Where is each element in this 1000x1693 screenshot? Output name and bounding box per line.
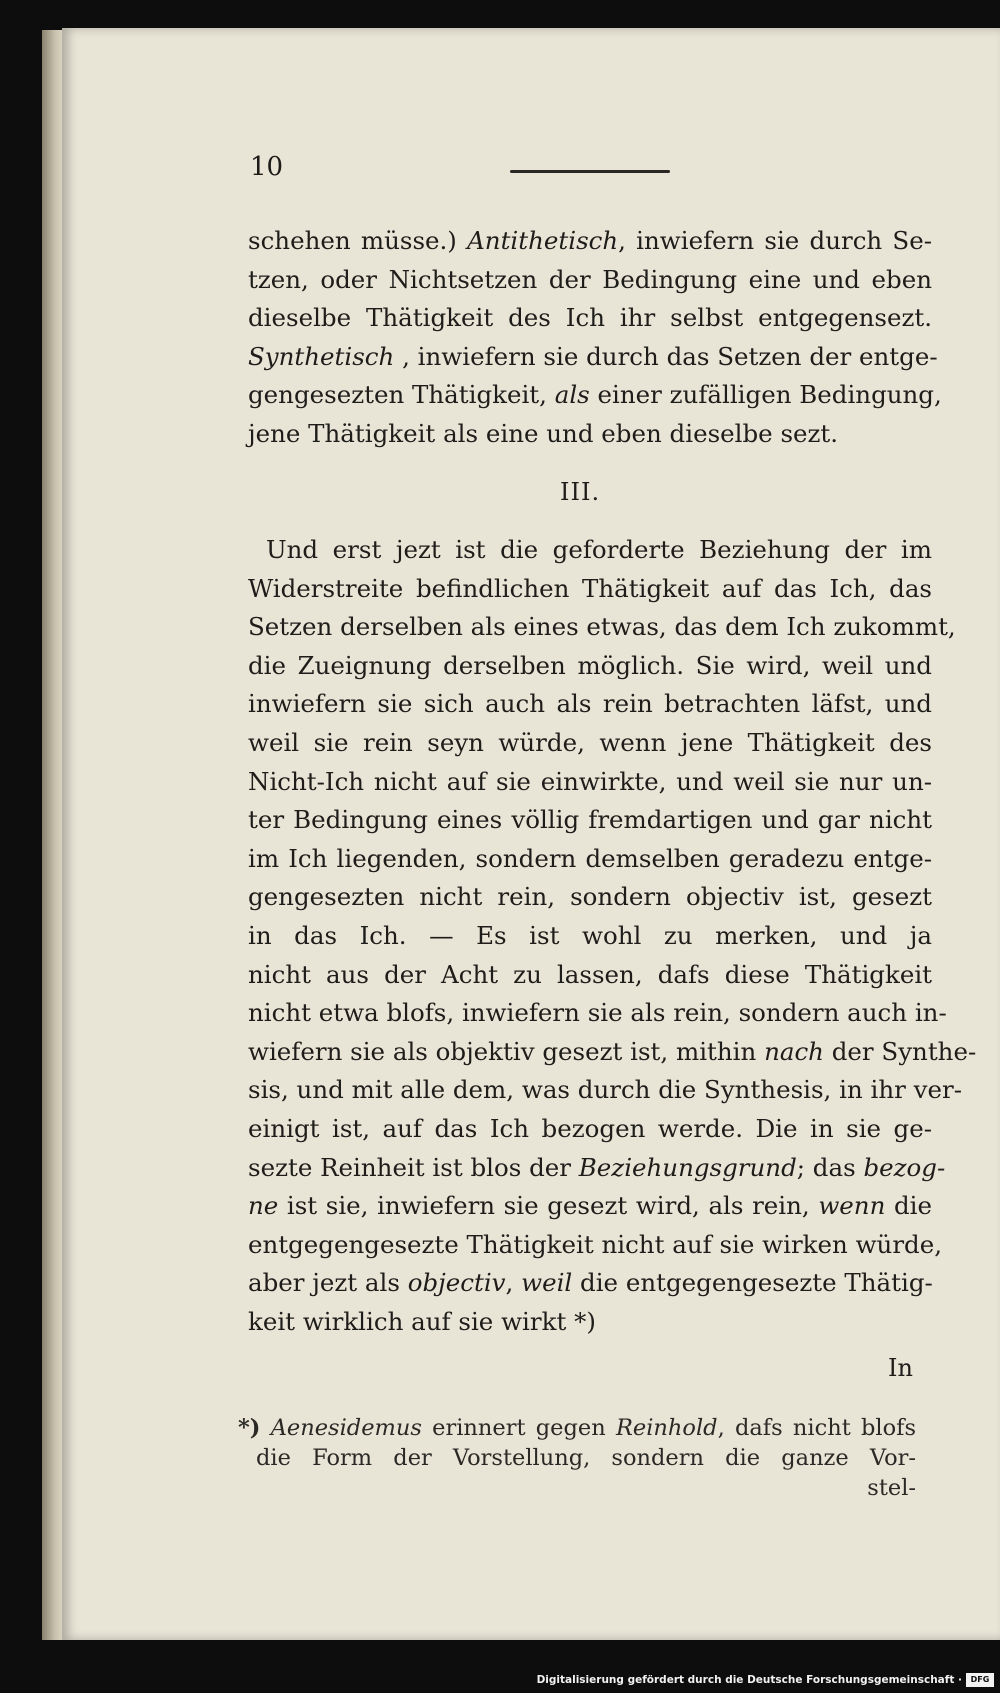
text-run: Und erst jezt ist die geforderte Beziehung der im (266, 535, 932, 564)
para1-line (248, 261, 932, 300)
para2-line (248, 531, 932, 570)
text-run: jene Thätigkeit als eine und eben dieselbe sezt. (248, 418, 839, 448)
paragraph-2 (248, 531, 977, 1341)
text-run: , inwiefern sie durch das Setzen der entge- (394, 341, 938, 371)
para2-line (248, 1033, 977, 1072)
footnote-line (256, 1443, 916, 1473)
text-run: , inwiefern sie durch Se- (618, 226, 932, 255)
para1-line (248, 222, 932, 261)
text-run: einer zufälligen Bedingung, (589, 380, 942, 410)
text-run: inwiefern sie sich auch als rein betrachten läfst, und (248, 689, 932, 719)
para2-line (248, 878, 932, 917)
text-run: schehen müsse.) (248, 226, 468, 255)
digitization-credit: Digitalisierung gefördert durch die Deutsche Forschungsgemeinschaft · (536, 1674, 962, 1686)
text-run: Nicht-Ich nicht auf sie einwirkte, und weil sie nur un- (248, 766, 932, 796)
para1-line (248, 415, 932, 454)
text-run: die (885, 1191, 932, 1221)
text-run: die Zueignung derselben möglich. Sie wird, weil und (248, 650, 932, 680)
footnote-line (256, 1473, 916, 1503)
dfg-logo: DFG (966, 1673, 994, 1687)
para2-line (248, 956, 932, 995)
emphasis-text: weil (521, 1268, 573, 1298)
text-run (260, 1415, 270, 1441)
text-run: sis, und mit alle dem, was durch die Synthesis, in ihr ver- (248, 1075, 962, 1105)
footnote (238, 1413, 917, 1503)
text-run: weil sie rein seyn würde, wenn jene Thätigkeit des (248, 727, 932, 757)
text-run: dieselbe Thätigkeit des Ich ihr selbst entgegensezt. (248, 303, 932, 333)
para2-line (248, 1149, 946, 1188)
para2-line (248, 1303, 932, 1342)
section-heading: III. (560, 478, 601, 506)
text-run: entgegengesezte Thätigkeit nicht auf sie wirken würde, (248, 1229, 943, 1259)
emphasis-text: objectiv (407, 1268, 506, 1298)
text-run: aber jezt als (248, 1268, 408, 1298)
text-run: gengesezten Thätigkeit, (248, 380, 555, 410)
text-run: Setzen derselben als eines etwas, das dem Ich zukommt, (248, 612, 956, 642)
catchword: In (888, 1354, 913, 1382)
text-run: keit wirklich auf sie wirkt *) (248, 1306, 596, 1336)
para1-line (248, 299, 932, 338)
text-run: , (505, 1268, 522, 1298)
emphasis-text: bezog- (863, 1152, 946, 1182)
text-run: sezte Reinheit ist blos der (248, 1152, 579, 1182)
para2-line (248, 917, 932, 956)
para2-line (248, 647, 932, 686)
text-run: erinnert gegen (421, 1415, 616, 1441)
emphasis-text: als (554, 380, 590, 410)
emphasis-text: Reinhold (615, 1415, 718, 1441)
text-run: stel- (867, 1475, 916, 1501)
text-run: der Synthe- (823, 1036, 977, 1066)
para2-line (248, 608, 956, 647)
para2-line (248, 994, 947, 1033)
para2-line (248, 1187, 932, 1226)
text-run: Widerstreite befindlichen Thätigkeit auf das Ich, das (248, 573, 932, 603)
credit-bar (0, 1670, 1000, 1693)
para1-line (248, 376, 942, 415)
para2-line (248, 840, 932, 879)
emphasis-text: Aenesidemus (270, 1415, 422, 1441)
emphasis-text: nach (764, 1036, 824, 1066)
page-number: 10 (250, 152, 284, 182)
para2-line (248, 763, 932, 802)
para2-line (248, 1110, 932, 1149)
para2-line (248, 1264, 932, 1303)
text-run: ; das (796, 1152, 864, 1182)
text-run: im Ich liegenden, sondern demselben geradezu entge- (248, 843, 932, 873)
emphasis-text: ne (248, 1191, 279, 1221)
emphasis-text: Beziehungsgrund (578, 1152, 797, 1182)
emphasis-text: wenn (818, 1191, 886, 1221)
text-run: einigt ist, auf das Ich bezogen werde. Die in sie ge- (248, 1113, 932, 1143)
text-run: in das Ich. — Es ist wohl zu merken, und ja (248, 920, 932, 950)
text-run: nicht aus der Acht zu lassen, dafs diese Thätigkeit (248, 959, 932, 989)
para2-line (248, 685, 932, 724)
text-run: nicht etwa blofs, inwiefern sie als rein, sondern auch in- (248, 998, 947, 1028)
text-run: tzen, oder Nichtsetzen der Bedingung eine und eben (248, 264, 932, 294)
text-run: ist sie, inwiefern sie gesezt wird, als rein, (278, 1191, 819, 1221)
text-run: die Form der Vorstellung, sondern die ganze Vor- (256, 1445, 916, 1471)
text-run: , dafs nicht blofs (717, 1415, 917, 1441)
text-run: die entgegengesezte Thätig- (572, 1268, 933, 1298)
para2-line (248, 1071, 962, 1110)
text-run: ter Bedingung eines völlig fremdartigen und gar nicht (248, 805, 932, 835)
emphasis-text: Antithetisch (467, 226, 619, 255)
footnote-line (238, 1413, 916, 1443)
para2-line (248, 1226, 943, 1265)
text-run: gengesezten nicht rein, sondern objectiv ist, gesezt (248, 882, 932, 912)
para2-line (248, 801, 932, 840)
text-run: wiefern sie als objektiv gesezt ist, mithin (248, 1036, 765, 1066)
header-rule (510, 170, 670, 173)
footnote-mark: *) (238, 1415, 261, 1441)
para2-line (248, 724, 932, 763)
para1-line (248, 338, 938, 377)
para2-line (248, 570, 932, 609)
paragraph-1 (248, 222, 942, 454)
emphasis-text: Synthetisch (248, 341, 395, 371)
